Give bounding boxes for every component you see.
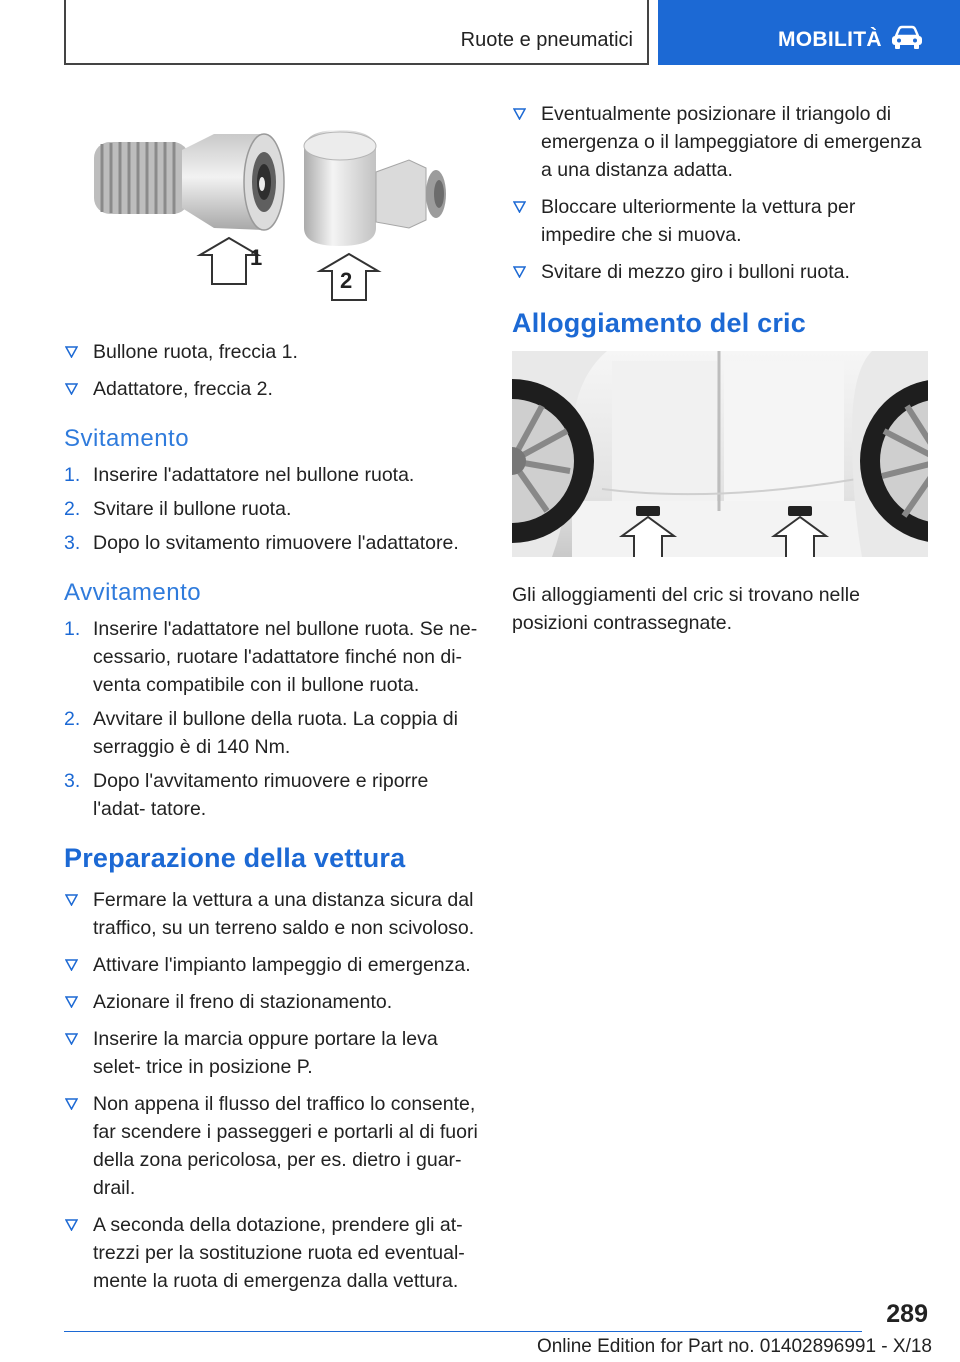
section-label: MOBILITÀ	[778, 28, 882, 51]
list-item: Inserire la marcia oppure portare la leva selet- trice in posizione P.	[64, 1025, 482, 1081]
heading-svitamento: Svitamento	[64, 425, 190, 452]
heading-preparazione: Preparazione della vettura	[64, 843, 406, 873]
list-item: Adattatore, freccia 2.	[64, 375, 482, 403]
step-item: 2. Svitare il bullone ruota.	[64, 498, 292, 520]
step-item: 1. Inserire l'adattatore nel bullone ruota. Se ne- cessario, ruotare l'adattatore finché non di- venta compatibile con il bullone ruota.	[64, 618, 478, 696]
triangle-bullet-icon	[513, 266, 526, 278]
bolt-thread	[94, 142, 189, 214]
preparazione-list-continued	[512, 100, 932, 286]
jack-points-figure	[512, 351, 928, 557]
step-item: 3. Dopo l'avvitamento rimuovere e riporre l'adat- tatore.	[64, 770, 429, 820]
triangle-bullet-icon	[65, 346, 78, 358]
triangle-bullet-icon	[513, 108, 526, 120]
list-item: Attivare l'impianto lampeggio di emergenza.	[64, 951, 482, 979]
list-item: Bullone ruota, freccia 1.	[64, 338, 482, 366]
triangle-bullet-icon	[65, 959, 78, 971]
triangle-bullet-icon	[65, 894, 78, 906]
footer-divider	[64, 1331, 862, 1332]
figure-label-2: 2	[340, 268, 353, 293]
step-item: 3. Dopo lo svitamento rimuovere l'adattatore.	[64, 532, 459, 554]
footer-edition: Online Edition for Part no. 01402896991 - X/18	[536, 1336, 932, 1357]
right-column	[512, 100, 932, 637]
list-item: Azionare il freno di stazionamento.	[64, 988, 482, 1016]
preparazione-list	[64, 886, 482, 1295]
triangle-bullet-icon	[513, 201, 526, 213]
rear-wheel	[852, 351, 928, 557]
jack-points-caption: Gli alloggiamenti del cric si trovano nelle posizioni contrassegnate.	[512, 584, 860, 634]
step-item: 1. Inserire l'adattatore nel bullone ruota.	[64, 464, 415, 486]
wheel-bolt-adapter-figure	[64, 110, 482, 310]
triangle-bullet-icon	[65, 996, 78, 1008]
step-item: 2. Avvitare il bullone della ruota. La coppia di serraggio è di 140 Nm.	[64, 708, 458, 758]
list-item: Non appena il flusso del traffico lo consente, far scendere i passeggeri e portarli al di fuori della zona pericolosa, per es. dietro i guar- drail.	[64, 1090, 482, 1202]
list-item: Bloccare ulteriormente la vettura per impedire che si muova.	[512, 193, 932, 249]
triangle-bullet-icon	[65, 383, 78, 395]
avvitamento-steps	[64, 615, 482, 823]
figure-label-1: 1	[250, 245, 263, 270]
car-icon	[890, 25, 924, 51]
svitamento-steps	[64, 461, 482, 557]
triangle-bullet-icon	[65, 1033, 78, 1045]
header-section-tab[interactable]	[658, 0, 960, 65]
figure-legend-list	[64, 338, 482, 403]
list-item: Eventualmente posizionare il triangolo di emergenza o il lampeggiatore di emergenza a una distanza adatta.	[512, 100, 932, 184]
page-number: 289	[886, 1300, 928, 1328]
chapter-title: Ruote e pneumatici	[460, 29, 633, 51]
heading-alloggiamento: Alloggiamento del cric	[512, 308, 806, 338]
list-item: Svitare di mezzo giro i bulloni ruota.	[512, 258, 932, 286]
triangle-bullet-icon	[65, 1219, 78, 1231]
header-chapter-box	[64, 0, 649, 65]
list-item: Fermare la vettura a una distanza sicura dal traffico, su un terreno saldo e non scivoloso.	[64, 886, 482, 942]
list-item: A seconda della dotazione, prendere gli at- trezzi per la sostituzione ruota ed eventual- mente la ruota di emergenza dalla vettura.	[64, 1211, 482, 1295]
left-column	[64, 110, 482, 1304]
heading-avvitamento: Avvitamento	[64, 579, 202, 606]
triangle-bullet-icon	[65, 1098, 78, 1110]
